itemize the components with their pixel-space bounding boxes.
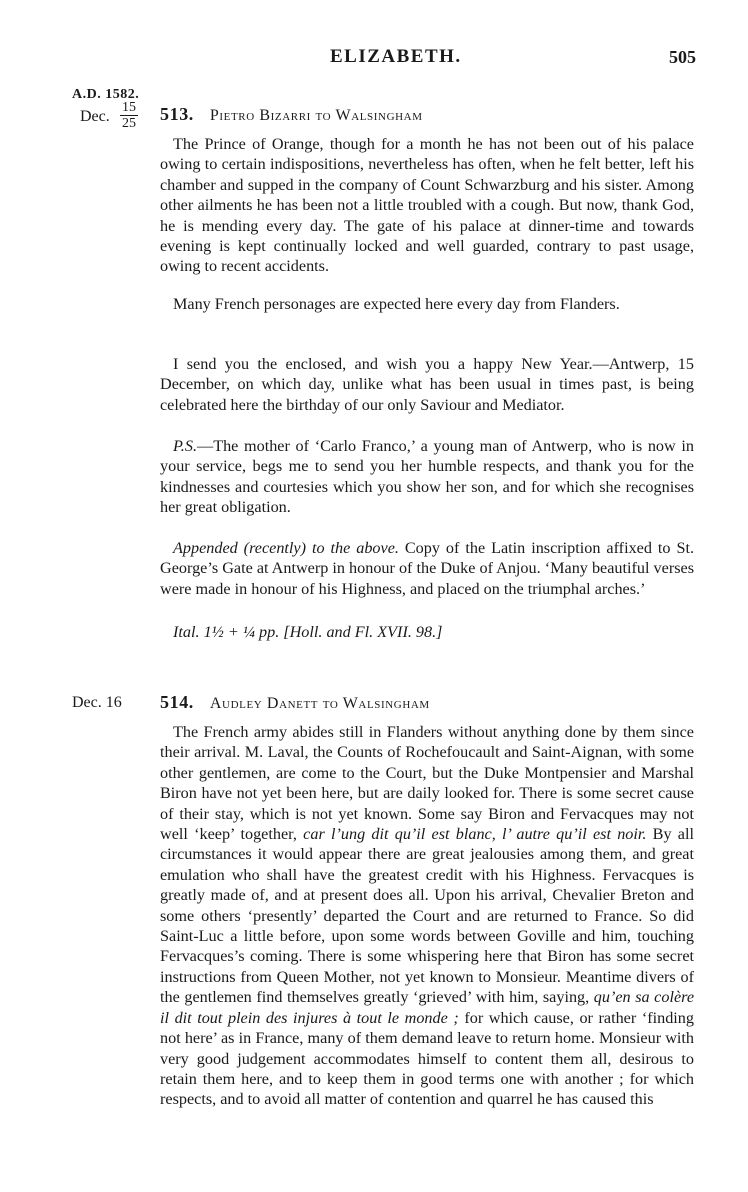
entry-513-source-citation: Ital. 1½ + ¼ pp. [Holl. and Fl. XVII. 98.] [173, 623, 443, 641]
running-title: ELIZABETH. [330, 46, 462, 67]
entry-513-paragraph-1: The Prince of Orange, though for a month he has not been out of his palace owing to certain indispositions, nevertheless has often, when he felt better, left his chamber and supped in the company of Count Schwarzburg and his sister. Among other ailments he has been not a little troubled with a cough. But now, thank God, he is mending every day. The gate of his palace at dinner-time and towards evening is kept continually locked and well guarded, contrary to past usage, owing to recent accidents. [160, 135, 694, 276]
appended-text: Copy of the Latin inscription affixed to St. George’s Gate at Antwerp in honour of the Duke of Anjou. ‘Many beautiful verses were made in honour of his Highness, and placed on the triumphal arches.’ [160, 539, 694, 598]
entry-513-postscript [160, 436, 694, 518]
page-number: 505 [669, 47, 696, 67]
postscript-label: P.S. [173, 437, 197, 455]
margin-day-fraction [120, 100, 138, 131]
margin-date-514: Dec. 16 [72, 694, 122, 711]
entry-title: Audley Danett to Walsingham [209, 695, 430, 712]
entry-title: Pietro Bizarri to Walsingham [209, 107, 423, 124]
postscript-text: —The mother of ‘Carlo Franco,’ a young man of Antwerp, who is now in your service, begs me to send you her humble respects, and thank you for the kindnesses and courtesies which you show her son, and for which she recognises her great obligation. [160, 437, 694, 517]
margin-month: Dec. [80, 108, 110, 125]
entry-514-heading [160, 692, 430, 713]
margin-year: A.D. 1582. [72, 87, 140, 102]
entry-513-appended-note [160, 538, 694, 599]
entry-513-heading [160, 104, 423, 125]
french-quote: car l’ung dit qu’il est blanc, l’ autre qu’il est noir. [303, 825, 647, 844]
french-quote: qu’en sa colère il dit tout plein des injures à tout le monde ; [160, 988, 695, 1027]
entry-513-paragraph-2: Many French personages are expected here every day from Flanders. [173, 295, 620, 313]
day-new-style: 25 [122, 116, 136, 131]
entry-514-paragraph-1 [160, 722, 694, 1110]
entry-513-paragraph-3: I send you the enclosed, and wish you a happy New Year.—Antwerp, 15 December, on which day, unlike what has been usual in times past, is being celebrated here the birthday of our only Saviour and Mediator. [160, 355, 694, 414]
day-old-style: 15 [122, 100, 136, 115]
text-segment: The French army abides still in Flanders without anything done by them since their arrival. M. Laval, the Counts of Rochefoucault and Saint-Aignan, with some other gentlemen, are come to the Court, but the Duke Montpensier and Marshal Biron have not yet been here, but are daily looked for. There is some secret cause of their stay, which is not yet known. Some say Biron and Fervacques may not well ‘keep’ together, [160, 723, 694, 844]
appended-label: Appended (recently) to the above. [173, 539, 399, 557]
text-segment: for which cause, or rather ‘finding not here’ as in France, many of them demand leave to return home. Monsieur with very good judgement accommodates himself to content them all, desirous to retain them here, and to keep them in good terms one with another ; for which respects, and to avoid all matter of contention and quarrel he has caused this [160, 1008, 694, 1109]
running-head [0, 46, 748, 70]
entry-number: 513. [160, 104, 194, 124]
text-segment: By all circumstances it would appear there are great jealousies among them, and great emulation who shall have the greatest credit with his Highness. Fervacques is greatly made of, and at present does all. Upon his arrival, Chevalier Breton and some others ‘presently’ departed the Court and are returned to France. So did Saint-Luc a little before, upon some words between Goville and him, touching Fervacques’s coming. There is some whispering here that Biron has some secret instructions from Queen Mother, not yet known to Monsieur. Meantime divers of the gentlemen find themselves greatly ‘grieved’ with him, saying, [160, 825, 694, 1007]
entry-number: 514. [160, 692, 194, 712]
